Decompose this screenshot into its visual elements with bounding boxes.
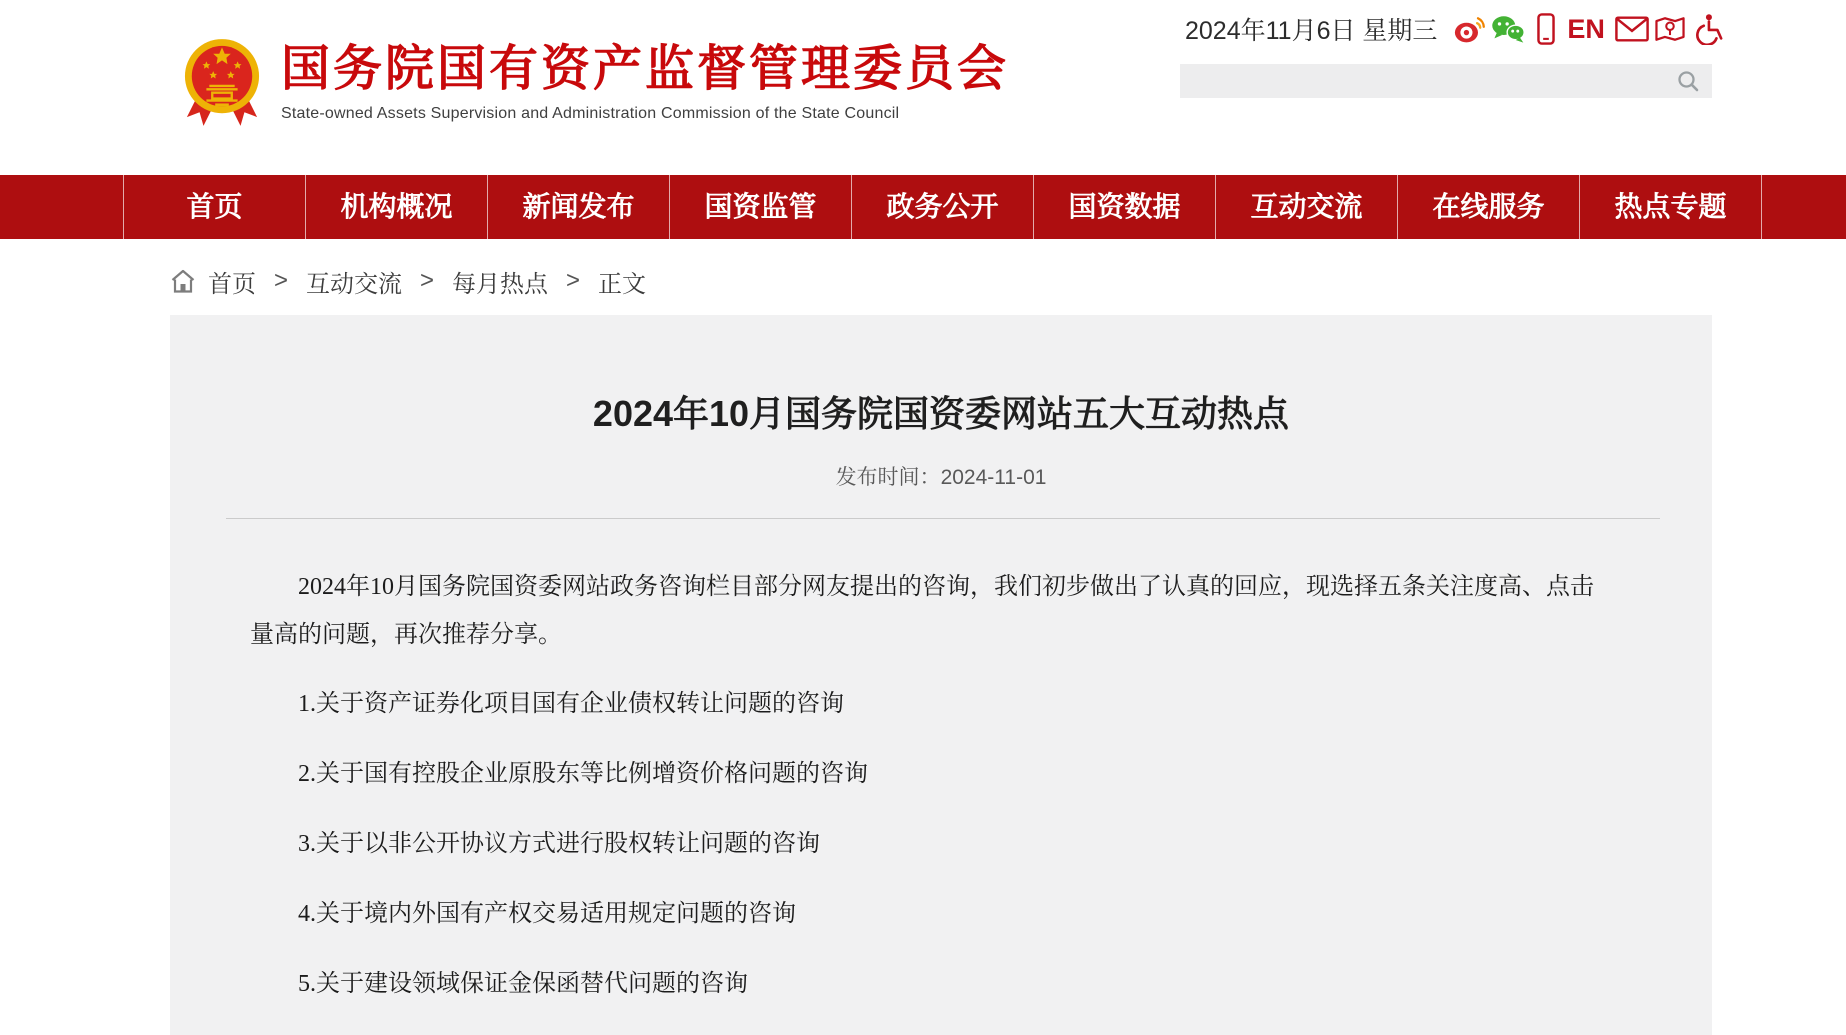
site-header [0,0,1846,175]
article-paragraph: 2024年10月国务院国资委网站政务咨询栏目部分网友提出的咨询，我们初步做出了认真的回应，现选择五条关注度高、点击量高的问题，再次推荐分享。 [250,574,1594,648]
nav-item-about[interactable]: 机构概况 [305,175,487,239]
breadcrumb-separator: > [566,267,581,294]
site-title-english: State-owned Assets Supervision and Administration Commission of the State Council [281,105,900,122]
nav-item-hot-topics[interactable]: 热点专题 [1579,175,1762,239]
nav-item-interaction[interactable]: 互动交流 [1215,175,1397,239]
breadcrumb-separator: > [420,267,435,294]
location-icon[interactable] [1653,12,1687,46]
list-item: 5.关于建设领域保证金保函替代问题的咨询 [298,971,748,997]
list-item: 1.关于资产证券化项目国有企业债权转让问题的咨询 [298,691,844,717]
breadcrumb-home[interactable]: 首页 [208,270,256,298]
search-bar [1180,64,1712,98]
mobile-icon[interactable] [1529,12,1563,46]
breadcrumb-monthly-hotspots[interactable]: 每月热点 [452,270,549,298]
article-meta [170,461,1712,491]
nav-item-public-affairs[interactable]: 政务公开 [851,175,1033,239]
search-icon[interactable] [1676,69,1700,93]
search-input[interactable] [1190,64,1664,100]
mail-icon[interactable] [1615,12,1649,46]
breadcrumb-current-article: 正文 [598,270,647,298]
article-hotspot-list [250,689,1615,999]
article-title: 2024年10月国务院国资委网站五大互动热点 [592,393,1290,434]
breadcrumb-separator: > [274,267,289,294]
weibo-icon[interactable] [1453,12,1487,46]
list-item: 4.关于境内外国有产权交易适用规定问题的咨询 [298,901,796,927]
home-icon [170,269,196,294]
breadcrumb-interaction[interactable]: 互动交流 [306,270,403,298]
wechat-icon[interactable] [1491,12,1525,46]
nav-item-home[interactable]: 首页 [123,175,305,239]
breadcrumb [170,262,646,300]
current-date: 2024年11月6日 星期三 [1185,17,1438,45]
nav-item-news[interactable]: 新闻发布 [487,175,669,239]
primary-nav [0,175,1846,239]
list-item: 2.关于国有控股企业原股东等比例增资价格问题的咨询 [298,761,868,787]
site-title-chinese: 国务院国有资产监督管理委员会 [281,42,1010,96]
site-brand [281,40,1009,123]
title-divider [226,518,1660,519]
list-item: 3.关于以非公开协议方式进行股权转让问题的咨询 [298,831,820,857]
article-panel [170,315,1712,1035]
nav-item-online-services[interactable]: 在线服务 [1397,175,1579,239]
publish-date: 2024-11-01 [940,466,1047,489]
primary-nav-items [123,175,1762,239]
nav-item-soe-data[interactable]: 国资数据 [1033,175,1215,239]
publish-time-label: 发布时间： [835,466,941,489]
language-toggle-en[interactable]: EN [1567,13,1605,44]
nav-item-supervision[interactable]: 国资监管 [669,175,851,239]
accessibility-icon[interactable] [1691,12,1725,46]
national-emblem-logo [183,34,261,130]
topbar [1185,10,1725,48]
